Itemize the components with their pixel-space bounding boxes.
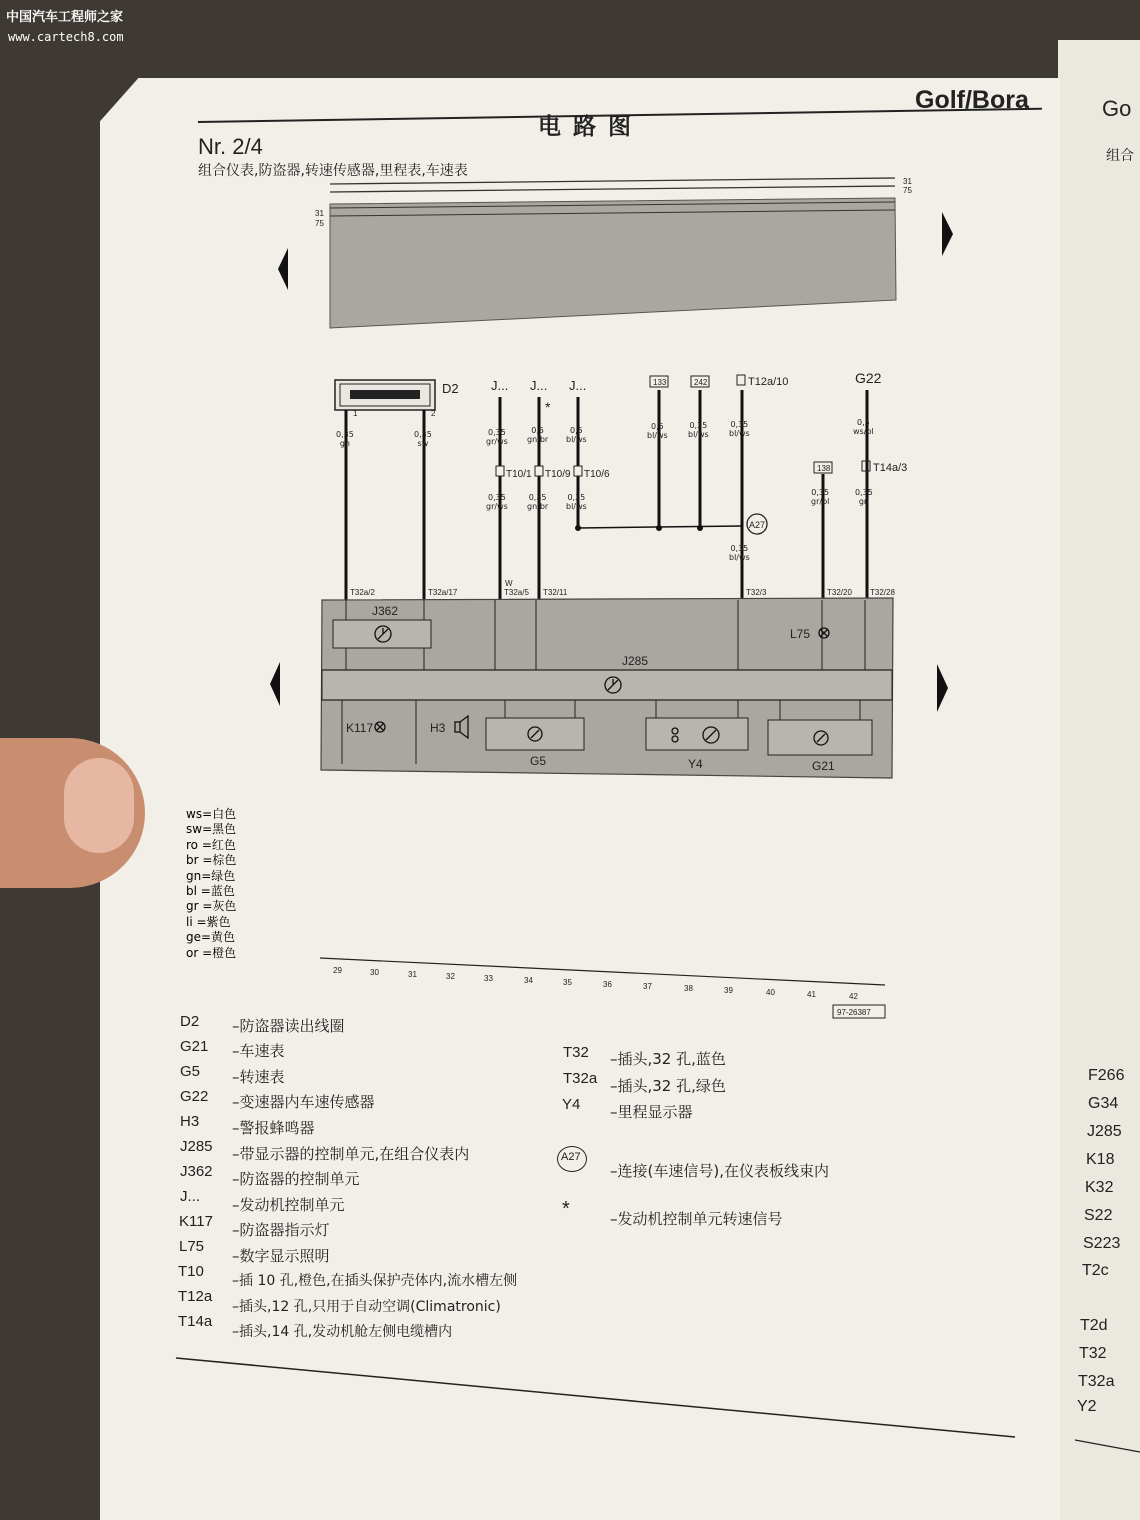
component-desc: –车速表 xyxy=(232,1042,285,1060)
figure-ref: 97-26387 xyxy=(837,1008,871,1017)
page-subtitle: 组合仪表,防盗器,转速传感器,里程表,车速表 xyxy=(198,163,468,179)
scale-number: 29 xyxy=(333,966,342,975)
right-page-item: G34 xyxy=(1088,1095,1119,1112)
k117-label: K117 xyxy=(346,721,374,735)
component-code: J362 xyxy=(180,1163,213,1180)
next-page-arrow-icon xyxy=(942,212,953,256)
wire-spec: 0,5 gn/br xyxy=(527,426,549,444)
component-code: L75 xyxy=(179,1238,205,1255)
page-number: Nr. 2/4 xyxy=(198,134,263,159)
component-desc: –防盗器指示灯 xyxy=(232,1221,330,1239)
component-desc: –发动机控制单元转速信号 xyxy=(610,1210,783,1228)
legend-entry: or =橙色 xyxy=(186,945,237,960)
wire-242-label: 242 xyxy=(694,378,708,387)
a27-legend-label: A27 xyxy=(561,1151,581,1163)
supply-bar xyxy=(330,178,896,328)
wire-spec: 0,35 gr/ws xyxy=(486,493,508,511)
page-title: 电 路 图 xyxy=(538,114,634,140)
prev-page-arrow-icon xyxy=(278,248,288,290)
component-code: D2 xyxy=(180,1013,200,1030)
pin-label: T32a/17 xyxy=(428,588,458,597)
right-page-rule xyxy=(1075,1440,1140,1452)
component-code: T32a xyxy=(563,1070,598,1087)
t12a-label: T12a/10 xyxy=(748,376,789,388)
right-page-item: T32a xyxy=(1078,1373,1115,1390)
wire-lines xyxy=(346,390,867,600)
component-code: T12a xyxy=(178,1288,213,1305)
component-desc: –插头,14 孔,发动机舱左侧电缆槽内 xyxy=(232,1324,453,1340)
g21-label: G21 xyxy=(812,759,835,773)
component-code: T10 xyxy=(178,1263,204,1280)
wire-spec: 0,35 gr/ws xyxy=(486,428,508,446)
pin-label: T32/3 xyxy=(746,588,767,597)
component-code: G21 xyxy=(180,1038,209,1055)
component-desc: –插头,32 孔,绿色 xyxy=(610,1077,726,1095)
scale-number: 34 xyxy=(524,976,533,985)
t10-6-label: T10/6 xyxy=(584,469,610,480)
wire-spec: 0,35 bl/ws xyxy=(729,420,750,438)
model-title: Golf/Bora xyxy=(915,86,1029,114)
right-page-sub: 组合 xyxy=(1106,148,1134,164)
scale-number: 38 xyxy=(684,984,693,993)
scale-number: 30 xyxy=(370,968,379,977)
component-desc: –连接(车速信号),在仪表板线束内 xyxy=(610,1162,829,1180)
prev-page-arrow-icon xyxy=(270,662,280,706)
component-code: Y4 xyxy=(562,1096,581,1113)
fingernail xyxy=(64,758,134,853)
component-code: G22 xyxy=(180,1088,209,1105)
bus-label-31-right: 31 xyxy=(903,177,912,186)
component-desc: –带显示器的控制单元,在组合仪表内 xyxy=(232,1145,470,1163)
scale-number: 35 xyxy=(563,978,572,987)
component-desc: –变速器内车速传感器 xyxy=(232,1093,375,1111)
bus-label-75-left: 75 xyxy=(315,219,324,228)
component-desc: –警报蜂鸣器 xyxy=(232,1119,315,1137)
legend-entry: ws=白色 xyxy=(186,807,237,821)
j-label-1: J... xyxy=(491,378,509,393)
component-code: T32 xyxy=(563,1044,589,1061)
t10-1-label: T10/1 xyxy=(506,469,532,480)
scale-number: 41 xyxy=(807,990,816,999)
right-page-item: S22 xyxy=(1084,1207,1113,1224)
right-page-item: T2c xyxy=(1082,1262,1109,1279)
component-desc: –插 10 孔,橙色,在插头保护壳体内,流水槽左侧 xyxy=(232,1273,518,1289)
watermark-line1: 中国汽车工程师之家 xyxy=(6,10,124,25)
scale-number: 37 xyxy=(643,982,652,991)
scale-number: 32 xyxy=(446,972,455,981)
next-page-arrow-icon xyxy=(937,664,948,712)
wire-spec: 0,35 gn xyxy=(336,430,354,448)
wire-spec: 0,35 sw xyxy=(414,430,432,448)
y4-label: Y4 xyxy=(688,757,703,771)
instrument-cluster xyxy=(321,598,893,778)
scale-number: 42 xyxy=(849,992,858,1001)
right-page-item: T32 xyxy=(1079,1345,1107,1362)
legend-entry: sw=黑色 xyxy=(186,822,237,837)
j362-label: J362 xyxy=(372,604,399,618)
d2-coil xyxy=(335,380,435,410)
component-desc: –数字显示照明 xyxy=(232,1247,330,1265)
wire-spec: 0,35 gn xyxy=(855,488,873,506)
a27-label: A27 xyxy=(749,520,766,530)
component-desc: –里程显示器 xyxy=(610,1103,693,1121)
wire-138-label: 138 xyxy=(817,464,831,473)
star-legend-symbol: * xyxy=(562,1198,570,1220)
wire-spec: 0,5 bl/ws xyxy=(647,422,668,440)
right-page-header: Go xyxy=(1102,96,1132,121)
pin-label: T32a/2 xyxy=(350,588,375,597)
wire-spec: 0,5 bl/ws xyxy=(566,426,587,444)
scale-number: 40 xyxy=(766,988,775,997)
legend-entry: ge=黄色 xyxy=(186,930,236,945)
t14a-label: T14a/3 xyxy=(873,462,908,474)
t10-9-label: T10/9 xyxy=(545,469,571,480)
component-code: G5 xyxy=(180,1063,201,1080)
component-desc: –插头,12 孔,只用于自动空调(Climatronic) xyxy=(232,1299,501,1315)
scale-number: 31 xyxy=(408,970,417,979)
j285-label: J285 xyxy=(622,654,649,668)
pin-label: T32/20 xyxy=(827,588,852,597)
l75-label: L75 xyxy=(790,627,811,641)
wire-133-label: 133 xyxy=(653,378,667,387)
pin-label: T32a/5 xyxy=(504,588,529,597)
legend-entry: li =紫色 xyxy=(186,914,231,929)
d2-pin-1: 1 xyxy=(353,409,358,418)
j-label-2: J... xyxy=(530,378,548,393)
d2-label: D2 xyxy=(442,381,459,396)
pin-label: T32/11 xyxy=(543,588,568,597)
j-label-3: J... xyxy=(569,378,587,393)
star-marker: * xyxy=(545,399,551,415)
wire-spec: 0,5 ws/bl xyxy=(853,418,874,436)
component-code: K117 xyxy=(179,1213,213,1230)
wire-spec: 0,35 bl/ws xyxy=(729,544,750,562)
component-desc: –防盗器的控制单元 xyxy=(232,1170,360,1188)
wire-spec: 0,35 bl/ws xyxy=(688,421,709,439)
color-legend xyxy=(186,807,236,961)
component-code: J285 xyxy=(180,1138,213,1155)
scale-number: 39 xyxy=(724,986,733,995)
component-desc: –转速表 xyxy=(232,1068,285,1086)
legend-entry: ro =红色 xyxy=(186,837,236,852)
component-code: H3 xyxy=(180,1113,200,1130)
bus-label-31-left: 31 xyxy=(315,209,324,218)
right-page-item: K18 xyxy=(1086,1151,1115,1168)
pin-label: T32/28 xyxy=(870,588,895,597)
right-page-item: F266 xyxy=(1088,1067,1125,1084)
right-page-item: T2d xyxy=(1080,1317,1108,1334)
right-page-item: Y2 xyxy=(1077,1398,1097,1415)
wire-spec: 0,35 gn/br xyxy=(527,493,549,511)
d2-pin-2: 2 xyxy=(431,409,436,418)
h3-label: H3 xyxy=(430,721,446,735)
bus-label-75-right: 75 xyxy=(903,186,912,195)
g22-label: G22 xyxy=(855,370,882,386)
component-code: T14a xyxy=(178,1313,213,1330)
wire-spec: 0,35 gr/bl xyxy=(811,488,830,506)
component-desc: –防盗器读出线圈 xyxy=(232,1017,345,1035)
wire-spec: 0,35 bl/ws xyxy=(566,493,587,511)
scale-number: 33 xyxy=(484,974,493,983)
w-marker: W xyxy=(505,579,513,588)
footer-rule xyxy=(176,1358,1015,1437)
right-page-item: J285 xyxy=(1087,1123,1122,1140)
scale-number: 36 xyxy=(603,980,612,989)
component-desc: –插头,32 孔,蓝色 xyxy=(610,1050,726,1068)
component-code: J... xyxy=(180,1188,201,1205)
legend-entry: bl =蓝色 xyxy=(186,884,235,899)
g5-label: G5 xyxy=(530,754,547,768)
right-page-item: K32 xyxy=(1085,1179,1114,1196)
right-page-item: S223 xyxy=(1083,1235,1121,1252)
component-desc: –发动机控制单元 xyxy=(232,1196,345,1214)
legend-entry: gr =灰色 xyxy=(186,899,237,914)
legend-entry: br =棕色 xyxy=(186,853,237,868)
legend-entry: gn=绿色 xyxy=(186,868,236,883)
watermark-line2: www.cartech8.com xyxy=(8,30,124,44)
